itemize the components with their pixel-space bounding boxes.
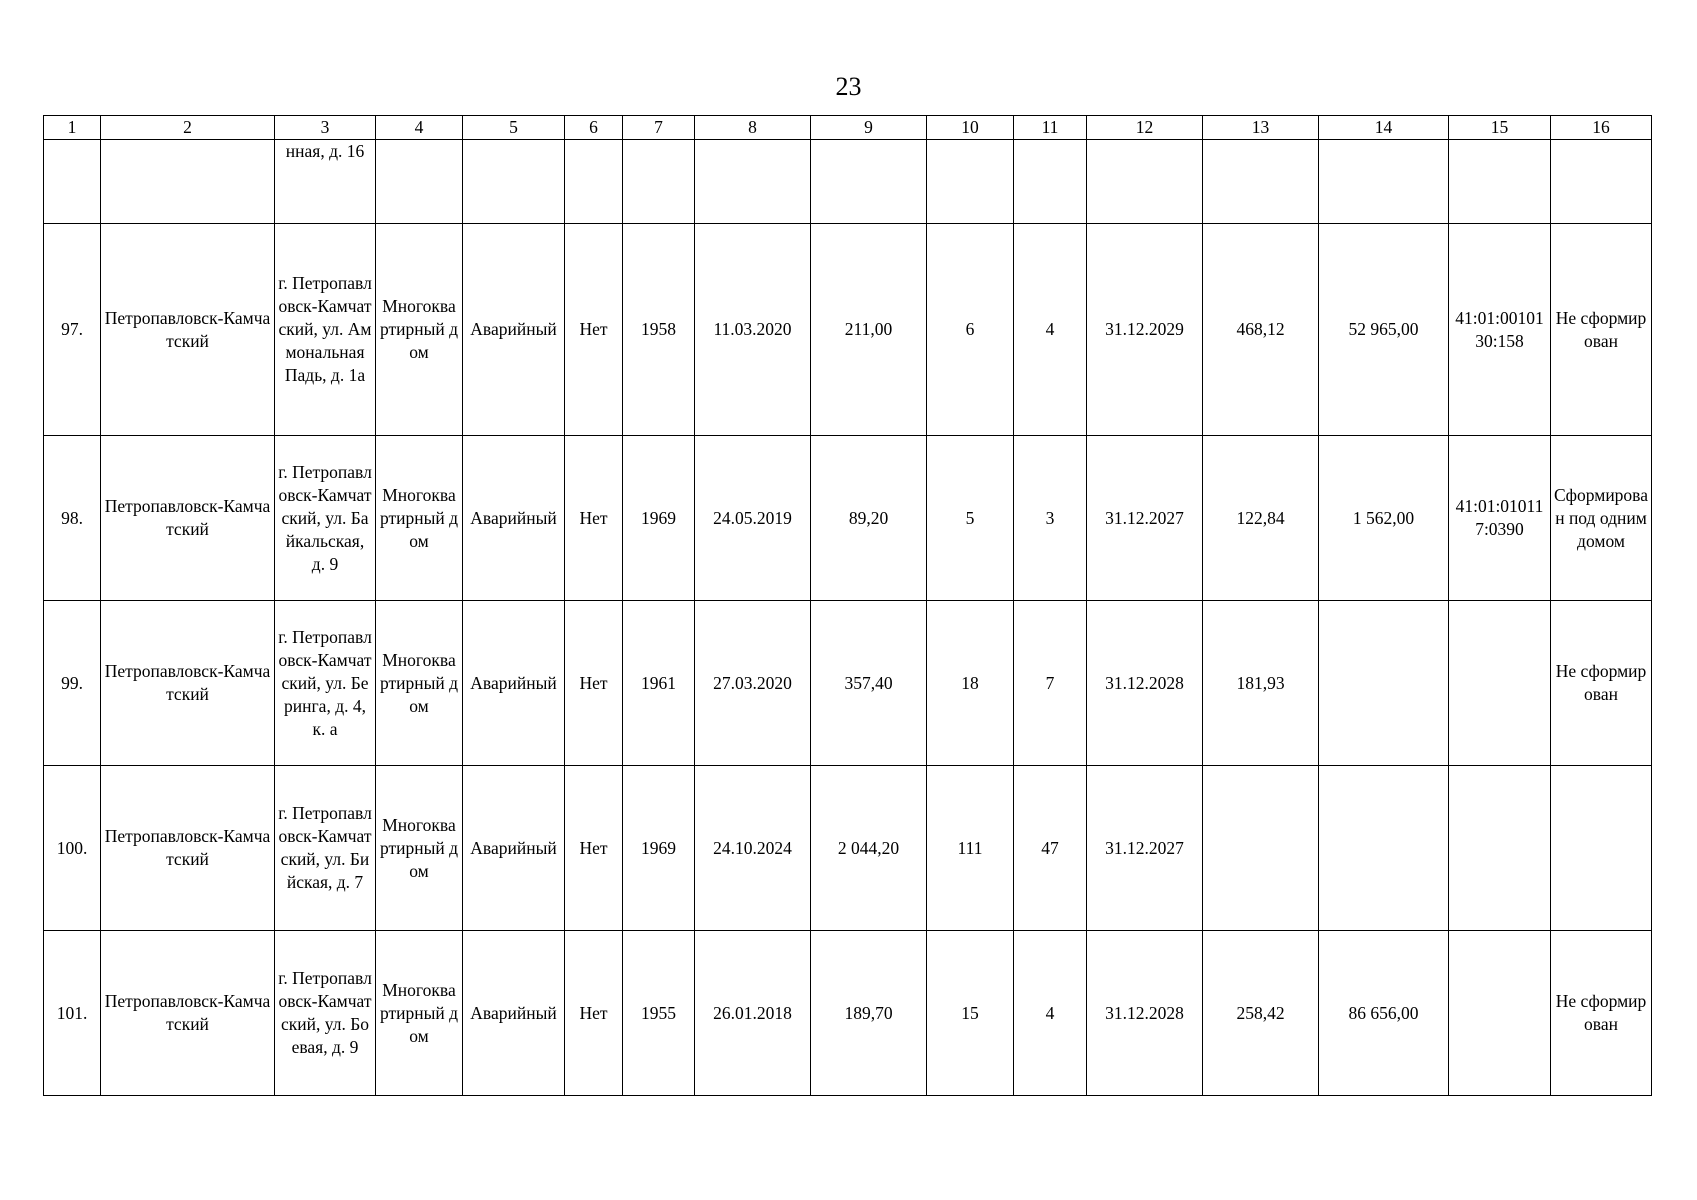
cell-land-area: 258,42 — [1203, 931, 1319, 1096]
cell-building-type: Многоквартирный дом — [376, 224, 463, 436]
cell-area: 89,20 — [811, 436, 927, 601]
cell-cadastral-value: 1 562,00 — [1319, 436, 1449, 601]
cell-recognition-date — [695, 140, 811, 224]
cell-cultural-heritage: Нет — [565, 436, 623, 601]
cell-land-plot-status — [1551, 140, 1652, 224]
cell-cadastral-number — [1449, 140, 1551, 224]
cell-address: г. Петропавловск-Камчатский, ул. Беринга, д. 4, к. а — [275, 601, 376, 766]
cell-apartments-count: 4 — [1014, 224, 1087, 436]
cell-recognition-date: 24.10.2024 — [695, 766, 811, 931]
cell-condition: Аварийный — [463, 601, 565, 766]
cell-land-plot-status: Не сформирован — [1551, 224, 1652, 436]
cell-row-number: 100. — [44, 766, 101, 931]
cell-apartments-count — [1014, 140, 1087, 224]
cell-row-number: 97. — [44, 224, 101, 436]
cell-condition: Аварийный — [463, 931, 565, 1096]
cell-land-plot-status: Не сформирован — [1551, 601, 1652, 766]
cell-land-area: 13 — [1203, 116, 1319, 140]
cell-cultural-heritage: Нет — [565, 766, 623, 931]
cell-address: г. Петропавловск-Камчатский, ул. Аммональная Падь, д. 1а — [275, 224, 376, 436]
cell-land-plot-status: Не сформирован — [1551, 931, 1652, 1096]
cell-cultural-heritage: Нет — [565, 601, 623, 766]
cell-municipality: Петропавловск-Камчатский — [101, 436, 275, 601]
cell-apartments-count: 4 — [1014, 931, 1087, 1096]
cell-recognition-date: 26.01.2018 — [695, 931, 811, 1096]
cell-residents-count: 5 — [927, 436, 1014, 601]
cell-cadastral-value: 14 — [1319, 116, 1449, 140]
cell-municipality: Петропавловск-Камчатский — [101, 931, 275, 1096]
cell-row-number: 101. — [44, 931, 101, 1096]
cell-area: 211,00 — [811, 224, 927, 436]
cell-municipality: Петропавловск-Камчатский — [101, 766, 275, 931]
table-row — [44, 436, 1652, 601]
cell-condition: Аварийный — [463, 224, 565, 436]
cell-recognition-date: 27.03.2020 — [695, 601, 811, 766]
cell-year-built: 1969 — [623, 436, 695, 601]
housing-registry-table — [43, 115, 1652, 1096]
cell-land-area: 468,12 — [1203, 224, 1319, 436]
cell-apartments-count: 47 — [1014, 766, 1087, 931]
cell-building-type: Многоквартирный дом — [376, 766, 463, 931]
cell-year-built — [623, 140, 695, 224]
cell-resettlement-deadline: 31.12.2027 — [1087, 436, 1203, 601]
cell-address: г. Петропавловск-Камчатский, ул. Боевая, д. 9 — [275, 931, 376, 1096]
cell-condition: Аварийный — [463, 436, 565, 601]
cell-cultural-heritage: 6 — [565, 116, 623, 140]
cell-land-area — [1203, 766, 1319, 931]
table-row — [44, 931, 1652, 1096]
cell-resettlement-deadline: 12 — [1087, 116, 1203, 140]
cell-apartments-count: 7 — [1014, 601, 1087, 766]
cell-address: г. Петропавловск-Камчатский, ул. Байкальская, д. 9 — [275, 436, 376, 601]
cell-recognition-date: 11.03.2020 — [695, 224, 811, 436]
cell-building-type: 4 — [376, 116, 463, 140]
cell-cultural-heritage: Нет — [565, 931, 623, 1096]
cell-municipality: Петропавловск-Камчатский — [101, 224, 275, 436]
table-row — [44, 766, 1652, 931]
cell-year-built: 1955 — [623, 931, 695, 1096]
cell-cadastral-number: 41:01:0010130:158 — [1449, 224, 1551, 436]
cell-row-number: 98. — [44, 436, 101, 601]
cell-address: 3 — [275, 116, 376, 140]
cell-land-plot-status — [1551, 766, 1652, 931]
cell-cadastral-value — [1319, 601, 1449, 766]
cell-year-built: 1958 — [623, 224, 695, 436]
cell-area: 2 044,20 — [811, 766, 927, 931]
cell-building-type — [376, 140, 463, 224]
cell-residents-count: 111 — [927, 766, 1014, 931]
cell-land-plot-status: Сформирован под одним домом — [1551, 436, 1652, 601]
cell-residents-count: 15 — [927, 931, 1014, 1096]
cell-row-number: 1 — [44, 116, 101, 140]
cell-land-area: 122,84 — [1203, 436, 1319, 601]
table-row — [44, 601, 1652, 766]
cell-area: 189,70 — [811, 931, 927, 1096]
continuation-row — [44, 140, 1652, 224]
cell-cadastral-number: 41:01:010117:0390 — [1449, 436, 1551, 601]
cell-condition: Аварийный — [463, 766, 565, 931]
cell-address: нная, д. 16 — [275, 140, 376, 224]
cell-condition — [463, 140, 565, 224]
cell-cultural-heritage — [565, 140, 623, 224]
cell-year-built: 1961 — [623, 601, 695, 766]
cell-row-number — [44, 140, 101, 224]
cell-building-type: Многоквартирный дом — [376, 436, 463, 601]
cell-land-plot-status: 16 — [1551, 116, 1652, 140]
cell-resettlement-deadline: 31.12.2028 — [1087, 931, 1203, 1096]
cell-apartments-count: 3 — [1014, 436, 1087, 601]
cell-municipality: 2 — [101, 116, 275, 140]
cell-cadastral-number — [1449, 601, 1551, 766]
cell-building-type: Многоквартирный дом — [376, 601, 463, 766]
cell-cultural-heritage: Нет — [565, 224, 623, 436]
cell-cadastral-number: 15 — [1449, 116, 1551, 140]
cell-cadastral-value — [1319, 766, 1449, 931]
cell-cadastral-number — [1449, 931, 1551, 1096]
cell-resettlement-deadline — [1087, 140, 1203, 224]
column-number-row — [44, 116, 1652, 140]
cell-cadastral-value: 52 965,00 — [1319, 224, 1449, 436]
cell-residents-count: 10 — [927, 116, 1014, 140]
cell-resettlement-deadline: 31.12.2029 — [1087, 224, 1203, 436]
table-body — [44, 116, 1652, 1096]
cell-cadastral-value: 86 656,00 — [1319, 931, 1449, 1096]
cell-condition: 5 — [463, 116, 565, 140]
cell-area: 357,40 — [811, 601, 927, 766]
cell-area — [811, 140, 927, 224]
table-row — [44, 224, 1652, 436]
cell-recognition-date: 24.05.2019 — [695, 436, 811, 601]
cell-residents-count — [927, 140, 1014, 224]
cell-row-number: 99. — [44, 601, 101, 766]
cell-municipality — [101, 140, 275, 224]
cell-apartments-count: 11 — [1014, 116, 1087, 140]
cell-cadastral-value — [1319, 140, 1449, 224]
cell-year-built: 1969 — [623, 766, 695, 931]
cell-cadastral-number — [1449, 766, 1551, 931]
cell-area: 9 — [811, 116, 927, 140]
page-number: 23 — [835, 72, 862, 101]
cell-resettlement-deadline: 31.12.2027 — [1087, 766, 1203, 931]
cell-land-area: 181,93 — [1203, 601, 1319, 766]
cell-year-built: 7 — [623, 116, 695, 140]
cell-residents-count: 18 — [927, 601, 1014, 766]
cell-address: г. Петропавловск-Камчатский, ул. Бийская, д. 7 — [275, 766, 376, 931]
cell-land-area — [1203, 140, 1319, 224]
cell-building-type: Многоквартирный дом — [376, 931, 463, 1096]
cell-residents-count: 6 — [927, 224, 1014, 436]
cell-municipality: Петропавловск-Камчатский — [101, 601, 275, 766]
cell-recognition-date: 8 — [695, 116, 811, 140]
cell-resettlement-deadline: 31.12.2028 — [1087, 601, 1203, 766]
